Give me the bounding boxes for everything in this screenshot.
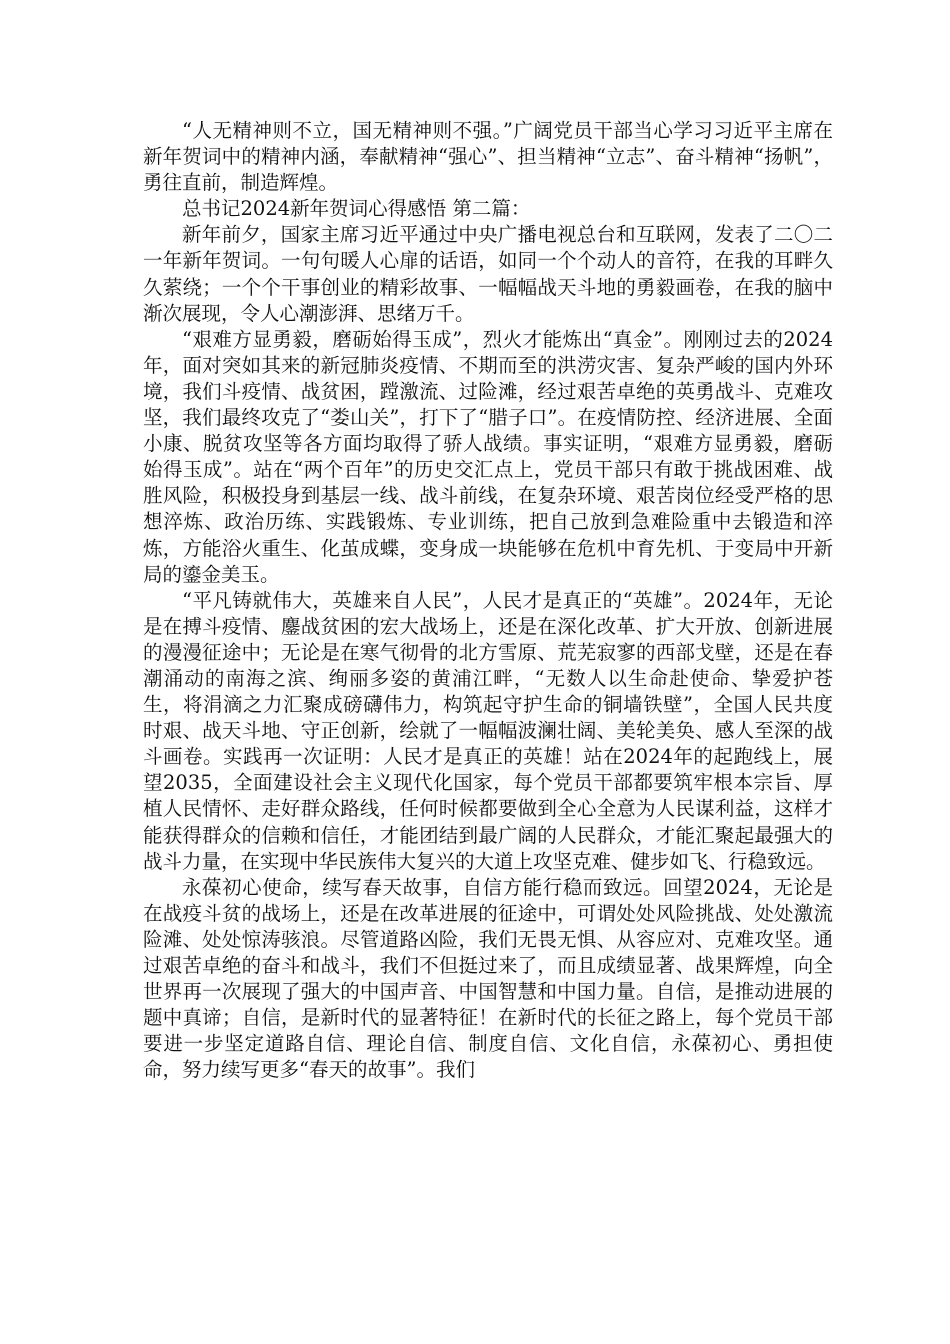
paragraph-3: “艰难方显勇毅，磨砺始得玉成”，烈火才能炼出“真金”。刚刚过去的2024年，面对突如其来的新冠肺炎疫情、不期而至的洪涝灾害、复杂严峻的国内外环境，我们斗疫情、战贫困，蹚激流、过险滩，经过艰苦卓绝的英勇战斗、克难攻坚，我们最终攻克了“娄山关”，打下了“腊子口”。在疫情防控、经济进展、全面小康、脱贫攻坚等各方面均取得了骄人战绩。事实证明，“艰难方显勇毅，磨砺始得玉成”。站在“两个百年”的历史交汇点上，党员干部只有敢于挑战困难、战胜风险，积极投身到基层一线、战斗前线，在复杂环境、艰苦岗位经受严格的思想淬炼、政治历练、实践锻炼、专业训练，把自己放到急难险重中去锻造和淬炼，方能浴火重生、化茧成蝶，变身成一块能够在危机中育先机、于变局中开新局的鎏金美玉。 bbox=[143, 327, 833, 586]
paragraph-5: 永葆初心使命，续写春天故事，自信方能行稳而致远。回望2024，无论是在战疫斗贫的战场上，还是在改革进展的征途中，可谓处处风险挑战、处处激流险滩、处处惊涛骇浪。尽管道路凶险，我们无畏无惧、从容应对、克难攻坚。通过艰苦卓绝的奋斗和战斗，我们不但挺过来了，而且成绩显著、战果辉煌，向全世界再一次展现了强大的中国声音、中国智慧和中国力量。自信，是推动进展的题中真谛；自信，是新时代的显著特征！在新时代的长征之路上，每个党员干部要进一步坚定道路自信、理论自信、制度自信、文化自信，永葆初心、勇担使命，努力续写更多“春天的故事”。我们 bbox=[143, 875, 833, 1082]
paragraph-1: “人无精神则不立，国无精神则不强。”广阔党员干部当心学习习近平主席在新年贺词中的精神内涵，奉献精神“强心”、担当精神“立志”、奋斗精神“扬帆”，勇往直前，制造辉煌。 bbox=[143, 119, 833, 195]
section-heading: 总书记2024新年贺词心得感悟 第二篇： bbox=[182, 197, 531, 221]
paragraph-2: 新年前夕，国家主席习近平通过中央广播电视总台和互联网，发表了二〇二一年新年贺词。一句句暖人心扉的话语，如同一个个动人的音符，在我的耳畔久久萦绕；一个个干事创业的精彩故事、一幅幅战天斗地的勇毅画卷，在我的脑中渐次展现，令人心潮澎湃、思绪万千。 bbox=[143, 223, 833, 325]
document-page bbox=[143, 118, 833, 1083]
paragraph-4: “平凡铸就伟大，英雄来自人民”，人民才是真正的“英雄”。2024年，无论是在搏斗疫情、鏖战贫困的宏大战场上，还是在深化改革、扩大开放、创新进展的漫漫征途中；无论是在寒气彻骨的北方雪原、荒芜寂寥的西部戈壁，还是在春潮涌动的南海之滨、绚丽多姿的黄浦江畔，“无数人以生命赴使命、挚爱护苍生，将涓滴之力汇聚成磅礴伟力，构筑起守护生命的铜墙铁壁”，全国人民共度时艰、战天斗地、守正创新，绘就了一幅幅波澜壮阔、美轮美奂、感人至深的战斗画卷。实践再一次证明：人民才是真正的英雄！站在2024年的起跑线上，展望2035，全面建设社会主义现代化国家，每个党员干部都要筑牢根本宗旨、厚植人民情怀、走好群众路线，任何时候都要做到全心全意为人民谋利益，这样才能获得群众的信赖和信任，才能团结到最广阔的人民群众，才能汇聚起最强大的战斗力量，在实现中华民族伟大复兴的大道上攻坚克难、健步如飞、行稳致远。 bbox=[143, 588, 833, 873]
